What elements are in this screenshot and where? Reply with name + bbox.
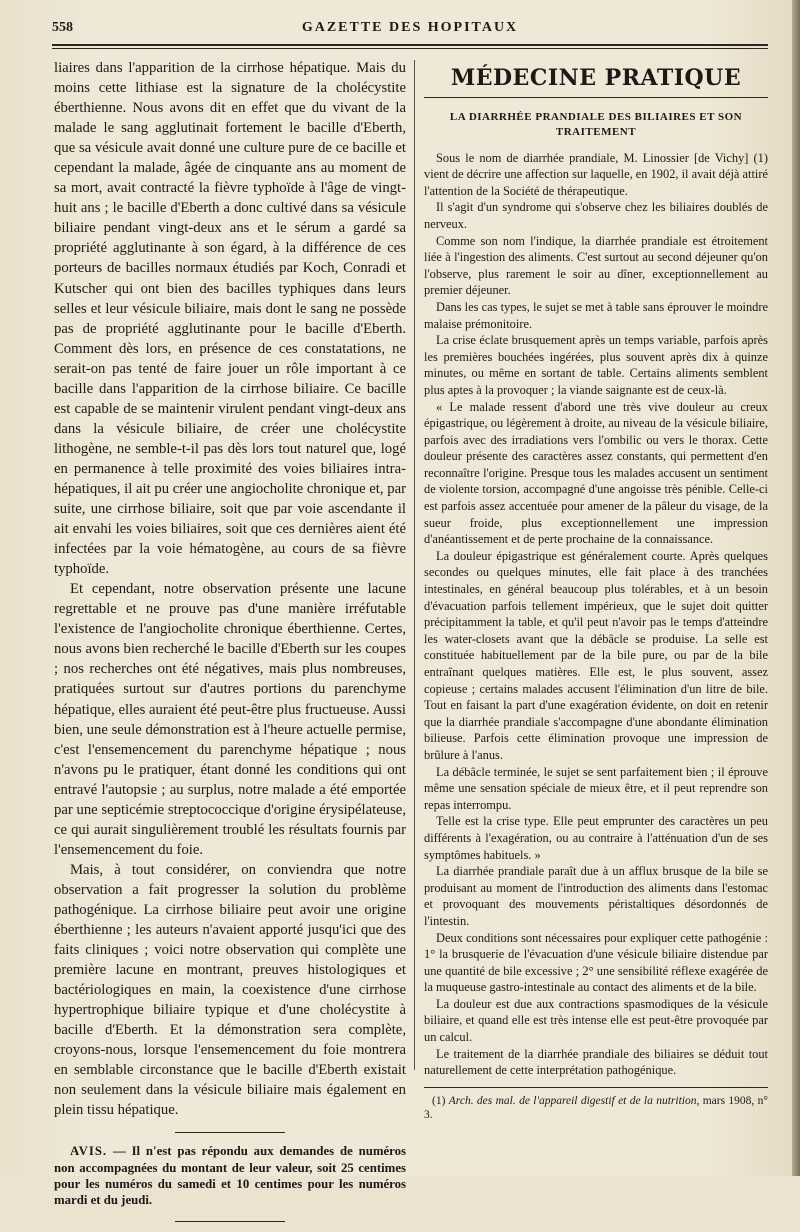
- notice-separator-bottom: [175, 1221, 285, 1222]
- article-paragraph: Sous le nom de diarrhée prandiale, M. Linossier [de Vichy] (1) vient de décrire une affection sur laquelle, en 1902, il avait déjà attiré l'attention de la Société de thérapeutique.: [424, 150, 768, 198]
- article-paragraph: Deux conditions sont nécessaires pour expliquer cette pathogénie : 1° la brusquerie de l'évacuation d'une vésicule biliaire distendue par une quantité de bile excessive ; 2° une sensibilité réflexe exagérée de la muqueuse gastro-intestinale au contact des aliments et de la bile.: [424, 930, 768, 995]
- footnote-number: (1): [432, 1094, 446, 1107]
- article-paragraph: Dans les cas types, le sujet se met à table sans éprouver le moindre malaise prémonitoire.: [424, 299, 768, 331]
- body-paragraph: Et cependant, notre observation présente une lacune regrettable et ne prouve pas d'une manière irréfutable l'existence de l'angiocholite chronique éberthienne. Certes, nous avons bien recherché le bacille d'Eberth sur les coupes ; nos recherches ont été négatives, mais plus nombreuses, pratiquées surtout sur d'autres portions du parenchyme hépatique, elles auraient été peut-être plus fructueuse. Aussi bien, une seule démonstration est à l'heure actuelle permise, c'est l'ensemencement du parenchyme hépatique ; nous n'avons pu le pratiquer, étant donné les conditions qui ont entravé l'autopsie ; au surplus, notre malade a été emportée par une septicémie streptococcique d'origine érysipélateuse, ce qui aurait singulièrement troublé les résultats fournis par l'ensemencement du foie.: [54, 581, 406, 858]
- article-paragraph: La diarrhée prandiale paraît due à un afflux brusque de la bile se produisant au moment de l'introduction des aliments dans l'estomac et provoquant des mouvements péristaltiques désordonnés de l'intestin.: [424, 864, 768, 928]
- right-column: [424, 58, 768, 1122]
- header-rule-thin: [52, 48, 768, 49]
- footnote-journal: Arch. des mal. de l'appareil digestif et de la nutrition,: [448, 1094, 700, 1107]
- body-paragraph: Mais, à tout considérer, on conviendra que notre observation a fait progresser la solution du problème pathogénique. La cirrhose biliaire peut avoir une origine éberthienne ; les auteurs n'avaient apporté jusqu'ici que des faits cliniques ; voici notre observation qui complète une première lacune en montrant, preuves histologiques et bactériologiques en main, la coexistence d'une cirrhose hypertrophique biliaire typique et d'une cholécystite à bacille d'Eberth. Et la démonstration sera complète, croyons-nous, lorsque l'ensemencement du foie montrera en semblable circonstance que le bacille d'Eberth existait non seulement dans la vésicule biliaire mais également en plein tissu hépatique.: [54, 861, 406, 1119]
- header-rule-thick: [52, 44, 768, 46]
- section-title: MÉDECINE PRATIQUE: [450, 65, 742, 91]
- notice-label: AVIS.: [70, 1144, 108, 1159]
- footnote: [424, 1094, 768, 1122]
- article-paragraph: Comme son nom l'indique, la diarrhée prandiale est étroitement liée à l'ingestion des aliments. C'est surtout au second déjeuner qu'on l'observe, plus rarement le soir au dîner, exceptionnellement au premier déjeuner.: [424, 233, 768, 298]
- article-title: LA DIARRHÉE PRANDIALE DES BILIAIRES ET SON TRAITEMENT: [449, 110, 743, 138]
- page-edge-shadow: [792, 0, 800, 1176]
- article-paragraph: La douleur est due aux contractions spasmodiques de la vésicule biliaire, et quand elle est très intense elle est peut-être provoquée par un calcul.: [424, 996, 768, 1045]
- page-number: 558: [52, 20, 73, 35]
- article-paragraph: La crise éclate brusquement après un temps variable, parfois après les premières bouchées ingérées, plus souvent après dix à quinze minutes, ou même en sortant de table. Certains aliments semblent plus aptes à la provoquer ; la viande saignante est de ceux-là.: [424, 333, 768, 397]
- article-paragraph: Telle est la crise type. Elle peut emprunter des caractères un peu différents à l'exagération, ou au contraire à l'atténuation d'un de ses symptômes habituels. »: [424, 814, 768, 862]
- notice-text: — Il n'est pas répondu aux demandes de numéros non accompagnées du montant de leur valeur, soit 25 centimes pour les numéros du samedi et 10 centimes pour les numéros mardi et du jeudi.: [54, 1144, 406, 1208]
- article-paragraph: Il s'agit d'un syndrome qui s'observe chez les biliaires doublés de nerveux.: [424, 200, 768, 231]
- notice: [54, 1143, 406, 1208]
- running-head: [52, 20, 768, 42]
- notice-separator-top: [175, 1132, 285, 1133]
- article-paragraph: La débâcle terminée, le sujet se sent parfaitement bien ; il éprouve même une sensation spéciale de mieux être, et il peut reprendre son repas interrompu.: [424, 764, 768, 812]
- section-title-rule: [424, 97, 768, 98]
- journal-title: GAZETTE DES HOPITAUX: [301, 20, 519, 35]
- body-paragraph: liaires dans l'apparition de la cirrhose hépatique. Mais du moins cette lithiase est la signature de la cholécystite éberthienne. Nous avons dit en effet que du vivant de la malade le sang agglutinait fortement le bacille d'Eberth, que sa vésicule avait donné une culture pure de ce bacille et cependant la malade, âgée de cinquante ans au moment de sa mort, avait contracté la fièvre typhoïde à l'âge de vingt-huit ans ; le bacille d'Eberth a donc cultivé dans sa vésicule biliaire pendant vingt-deux ans et le sérum a gardé sa propriété agglutinante à son égard, à la différence de ces porteurs de bacilles normaux étudiés par Koch, Conradi et Kutscher qui ont bien des bacilles typhiques dans leurs selles et leur vésicule biliaire, mais dont le sang ne possède pas de propriété agglutinante pour le bacille d'Eberth. Comment dès lors, en présence de ces constatations, ne serait-on pas tenté de faire jouer un rôle important à ce bacille dans l'apparition de la cirrhose biliaire. Ce bacille est capable de se maintenir virulent pendant vingt-deux ans dans la vésicule biliaire, de créer une cholécystite lithogène, ne semble-t-il pas dès lors tout naturel que, logé en permanence à telle proximité des voies biliaires intra-hépatiques, il ait pu créer une angiocholite chronique et, par suite, une cirrhose biliaire, soit que par voie ascendante il ait envahi les voies biliaires, soit que ces dernières aient été infectées par la voie hématogène, au cours de sa fièvre typhoïde.: [54, 60, 406, 578]
- article-paragraph: « Le malade ressent d'abord une très vive douleur au creux épigastrique, ou légèrement à droite, au niveau de la vésicule biliaire, parfois avec des irradiations vers l'ombilic ou vers le thorax. Cette douleur présente des caractères assez constants, qui permettent d'en reconnaître l'origine. Presque tous les malades accusent un sentiment de violente torsion, accompagné d'une angoisse très pénible. Celle-ci est parfois assez accentuée pour amener de la pâleur du visage, de la sueur froide, plus exceptionnellement une impression d'anéantissement et de perte prochaine de la connaissance.: [424, 399, 768, 547]
- footnote-rule: [424, 1087, 768, 1088]
- article-paragraph: Le traitement de la diarrhée prandiale des biliaires se déduit tout naturellement de cette interprétation pathogénique.: [424, 1046, 768, 1078]
- footnote-date: mars 1908, n° 3.: [424, 1094, 769, 1121]
- left-column: [54, 58, 406, 1232]
- article-paragraph: La douleur épigastrique est généralement courte. Après quelques secondes ou quelques minutes, elle fait place à des tranchées intestinales, en général beaucoup plus tolérables, et à un besoin d'évacuation parfois tellement impérieux, que le sujet doit quitter précipitamment la table, et qu'il peut n'avoir pas le temps d'atteindre les water-closets avant que la débâcle se produise. La selle est constituée habituellement par de la bile pure, ou par de la bile entraînant quelques matières. Elle est, le plus souvent, assez copieuse ; certains malades accusent l'élimination d'un litre de bile. Tout en faisant la part d'une exagération évidente, on doit en retenir que la diarrhée prandiale s'accompagne d'une abondante élimination bilieuse. Parfois cette élimination provoque une impression de brûlure à l'anus.: [424, 548, 768, 762]
- column-divider: [414, 60, 415, 1070]
